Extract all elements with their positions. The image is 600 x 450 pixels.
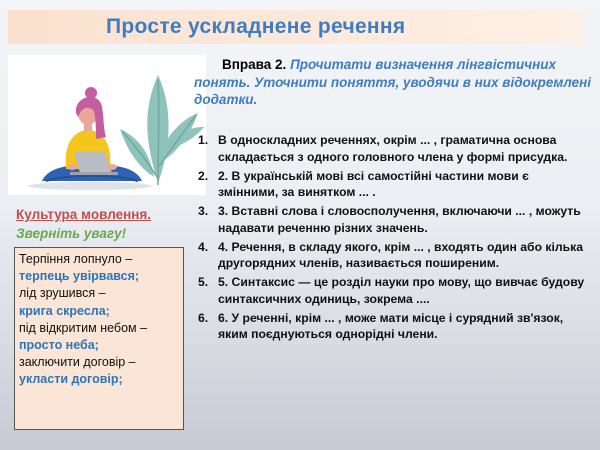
illustration-panel <box>8 55 206 195</box>
slide-title: Просте ускладнене речення <box>106 15 406 38</box>
exercise-label: Вправа 2. <box>222 57 287 72</box>
item-text: 3. Вставні слова і словосполучення, включаючи ... , можуть надавати реченню різних значень. <box>218 204 581 235</box>
culture-heading: Культура мовлення. <box>16 207 152 222</box>
item-text: 4. Речення, в складу якого, крім ... , входять один або кілька другорядних членів, називається поширеним. <box>218 239 583 270</box>
idiom-box <box>14 247 184 430</box>
item-text: 2. В українській мові всі самостійні частини мови є змінними, за винятком ... . <box>218 168 529 199</box>
list-item: 4. 4. Речення, в складу якого, крім ... , входять один або кілька другорядних членів, називається поширеним. <box>198 239 583 270</box>
list-item: 3. 3. Вставні слова і словосполучення, включаючи ... , можуть надавати реченню різних значень. <box>198 204 581 235</box>
idiom-correct: укласти договір; <box>19 372 123 387</box>
idiom-literal: лід зрушився – <box>19 286 106 301</box>
exercise-title <box>194 56 594 109</box>
woman-with-laptop-illustration <box>8 55 206 195</box>
idiom-correct: терпець увірвався; <box>19 269 140 284</box>
list-item: 6. 6. У реченні, крім ... , може мати місце і сурядний зв'язок, яким поєднуються однорідні члени. <box>198 310 564 341</box>
exercise-task: Прочитати визначення лінгвістичних понять. Уточнити поняття, уводячи в них відокремлені додатки. <box>194 57 591 107</box>
idiom-literal: заключити договір – <box>19 355 136 370</box>
idiom-correct: просто неба; <box>19 338 99 353</box>
idiom-literal: під відкритим небом – <box>19 320 148 335</box>
item-text: 5. Синтаксис — це розділ науки про мову, що вивчає будову синтаксичних одиниць, зокрема .... <box>218 275 585 306</box>
item-text: В односкладних реченнях, окрім ... , граматична основа складається з одного головного члена у формі присудка. <box>218 133 568 164</box>
idiom-literal: Терпіння лопнуло – <box>19 252 133 266</box>
list-item: 2. 2. В українській мові всі самостійні частини мови є змінними, за винятком ... . <box>198 168 529 199</box>
definitions-list <box>194 132 586 345</box>
item-text: 6. У реченні, крім ... , може мати місце і сурядний зв'язок, яким поєднуються однорідні члени. <box>218 310 564 341</box>
idiom-correct: крига скресла; <box>19 303 110 318</box>
attention-note: Зверніть увагу! <box>16 226 127 241</box>
list-item: 1. В односкладних реченнях, окрім ... , граматична основа складається з одного головного члена у формі присудка. <box>198 133 568 164</box>
list-item: 5. 5. Синтаксис — це розділ науки про мову, що вивчає будову синтаксичних одиниць, зокрема .... <box>198 275 585 306</box>
